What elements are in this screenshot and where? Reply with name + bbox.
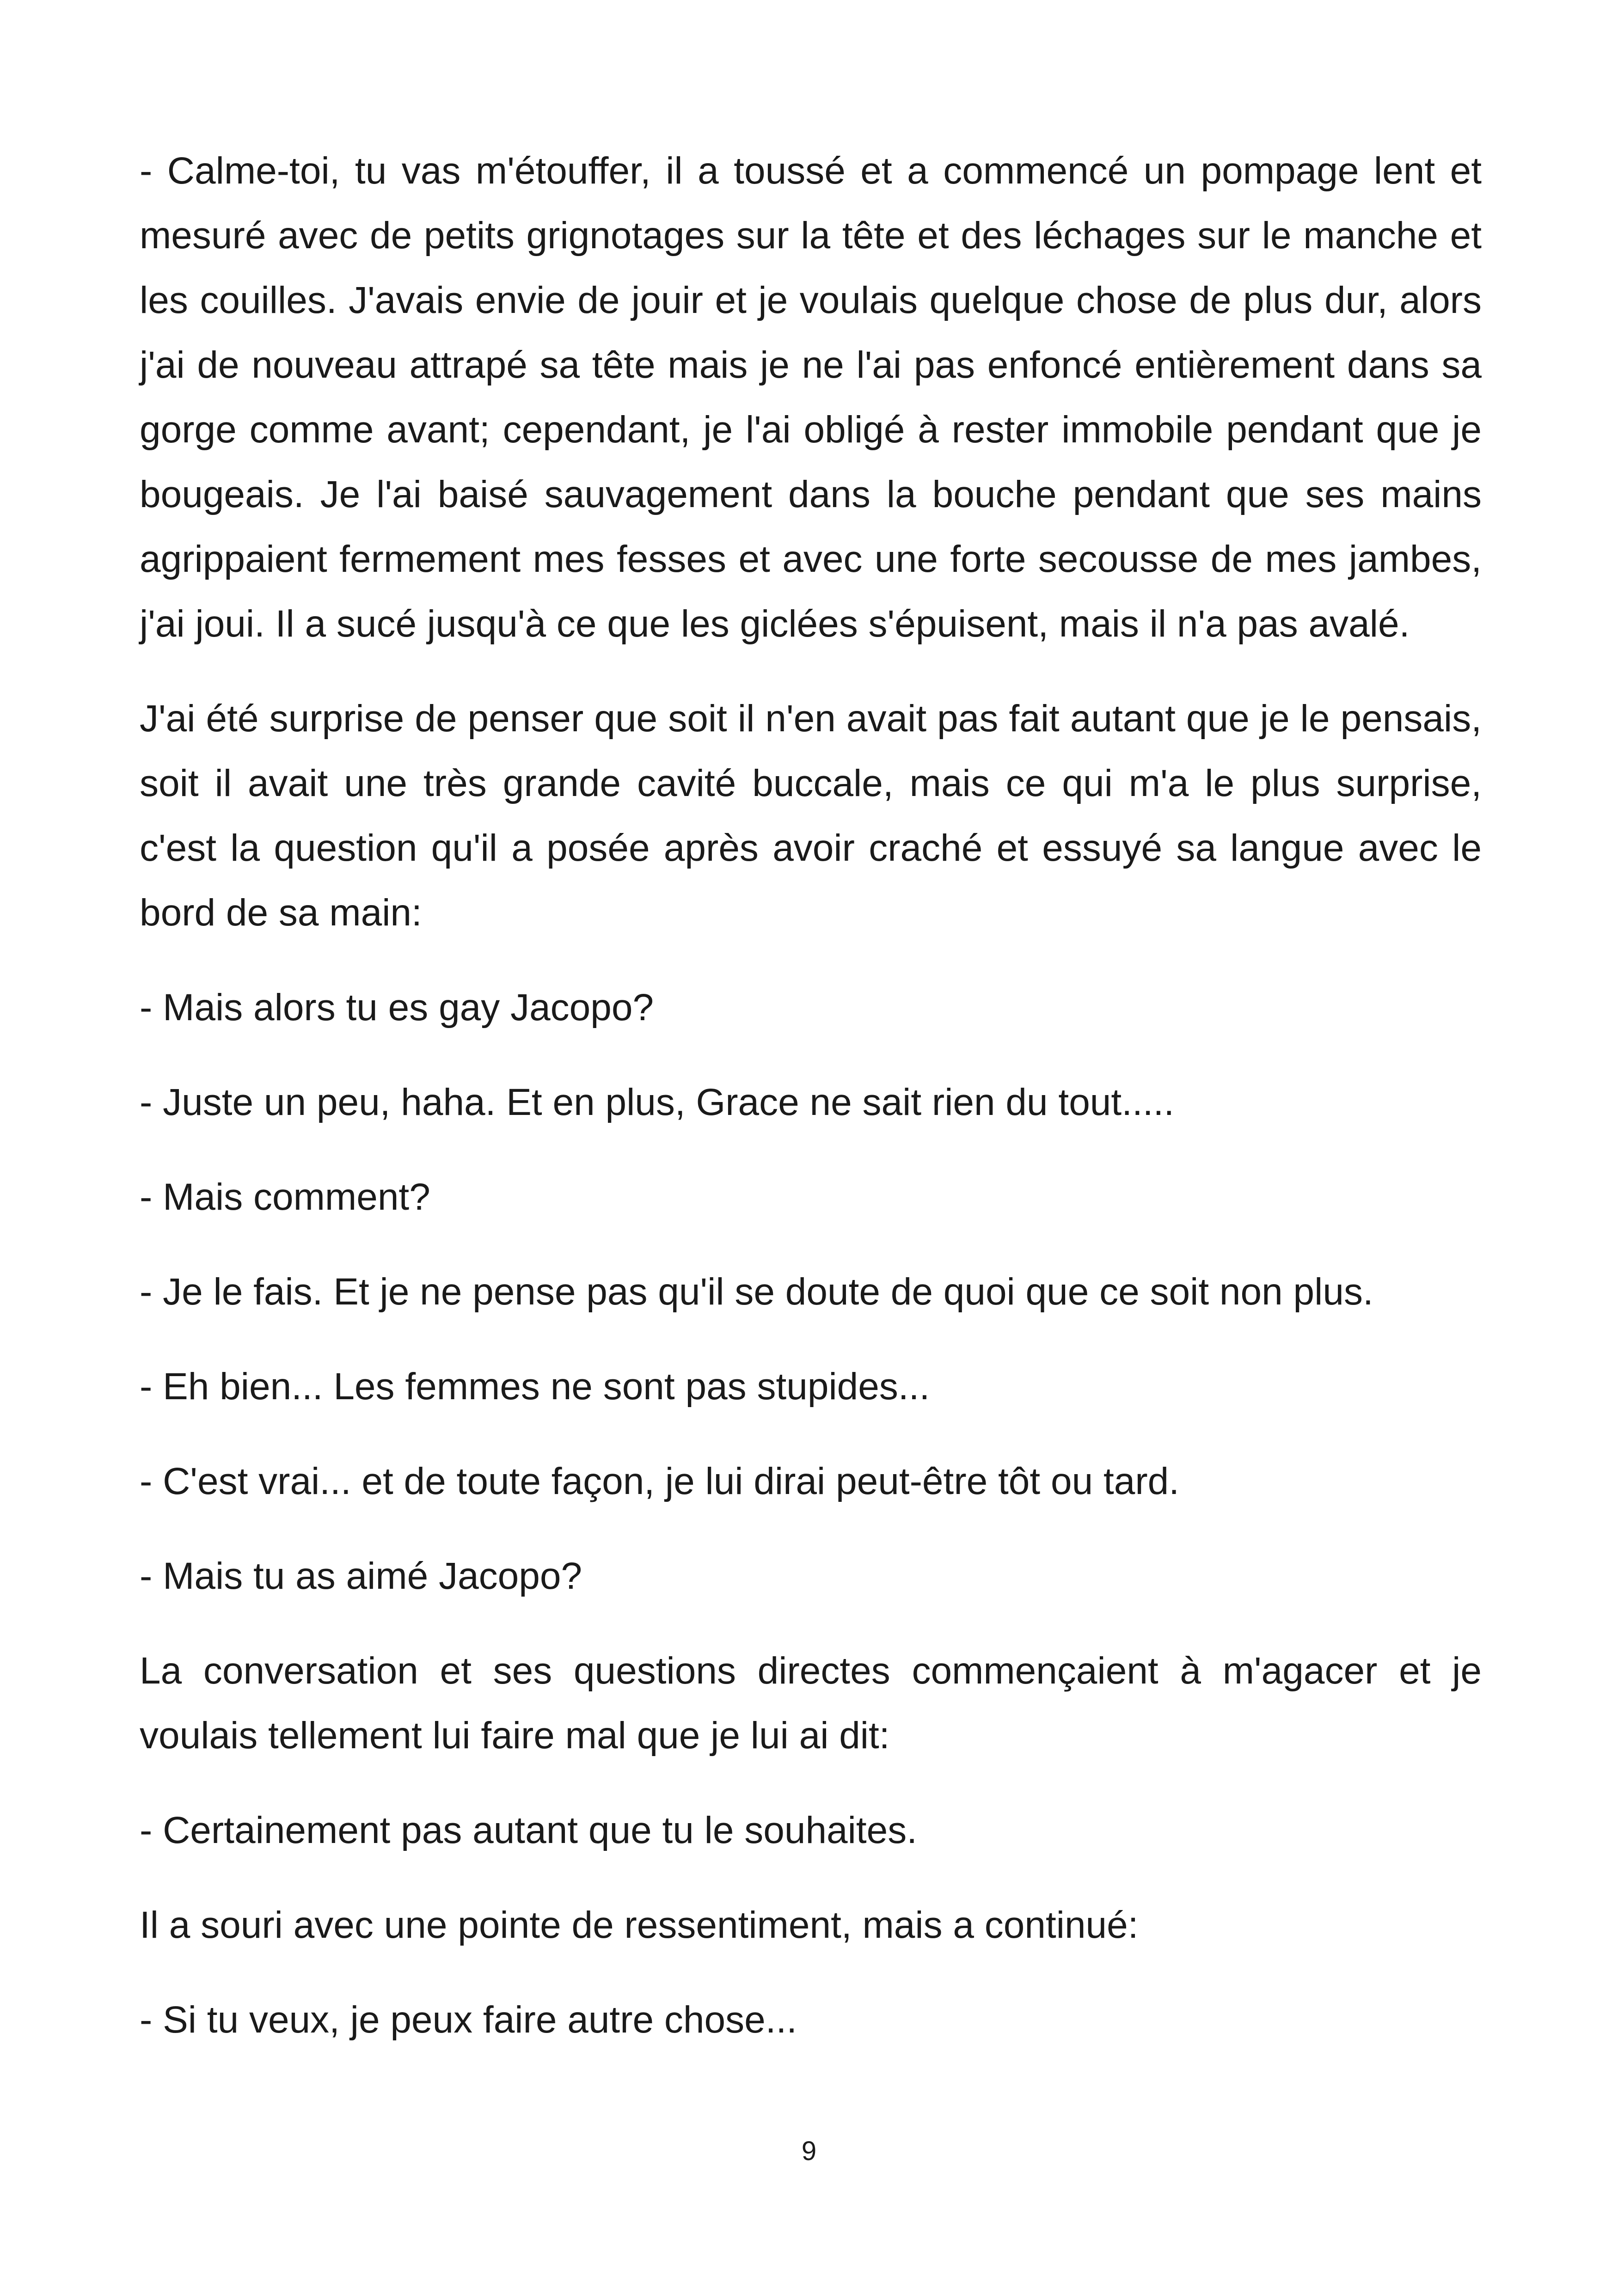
dialogue-line-3: - Mais comment? bbox=[140, 1176, 430, 1218]
paragraph-1: - Calme-toi, tu vas m'étouffer, il a toussé et a commencé un pompage lent et mesuré avec de petits grignotages sur la tête et des léchages sur le manche et les couilles. J'avais envie de jouir et je voulais quelque chose de plus dur, alors j'ai de nouveau attrapé sa tête mais je ne l'ai pas enfoncé entièrement dans sa gorge comme avant; cependant, je l'ai obligé à rester immobile pendant que je bougeais. Je l'ai baisé sauvagement dans la bouche pendant que ses mains agrippaient fermement mes fesses et avec une forte secousse de mes jambes, j'ai joui. Il a sucé jusqu'à ce que les giclées s'épuisent, mais il n'a pas avalé. bbox=[140, 150, 1482, 645]
dialogue-line-8: - Certainement pas autant que tu le souhaites. bbox=[140, 1809, 918, 1851]
dialogue-line-2: - Juste un peu, haha. Et en plus, Grace ne sait rien du tout..... bbox=[140, 1081, 1175, 1123]
page-number: 9 bbox=[801, 2136, 817, 2166]
dialogue-line-1: - Mais alors tu es gay Jacopo? bbox=[140, 986, 654, 1029]
paragraph-3: La conversation et ses questions directes commençaient à m'agacer et je voulais tellement lui faire mal que je lui ai dit: bbox=[140, 1650, 1482, 1757]
paragraph-4: Il a souri avec une pointe de ressentiment, mais a continué: bbox=[140, 1904, 1139, 1946]
dialogue-line-7: - Mais tu as aimé Jacopo? bbox=[140, 1555, 582, 1597]
dialogue-line-5: - Eh bien... Les femmes ne sont pas stupides... bbox=[140, 1365, 930, 1408]
dialogue-line-6: - C'est vrai... et de toute façon, je lui dirai peut-être tôt ou tard. bbox=[140, 1460, 1180, 1502]
dialogue-line-4: - Je le fais. Et je ne pense pas qu'il se doute de quoi que ce soit non plus. bbox=[140, 1271, 1373, 1313]
paragraph-2: J'ai été surprise de penser que soit il n'en avait pas fait autant que je le pensais, soit il avait une très grande cavité buccale, mais ce qui m'a le plus surprise, c'est la question qu'il a posée après avoir craché et essuyé sa langue avec le bord de sa main: bbox=[140, 698, 1482, 934]
page-body bbox=[140, 139, 1482, 2082]
dialogue-line-9: - Si tu veux, je peux faire autre chose... bbox=[140, 1999, 797, 2041]
